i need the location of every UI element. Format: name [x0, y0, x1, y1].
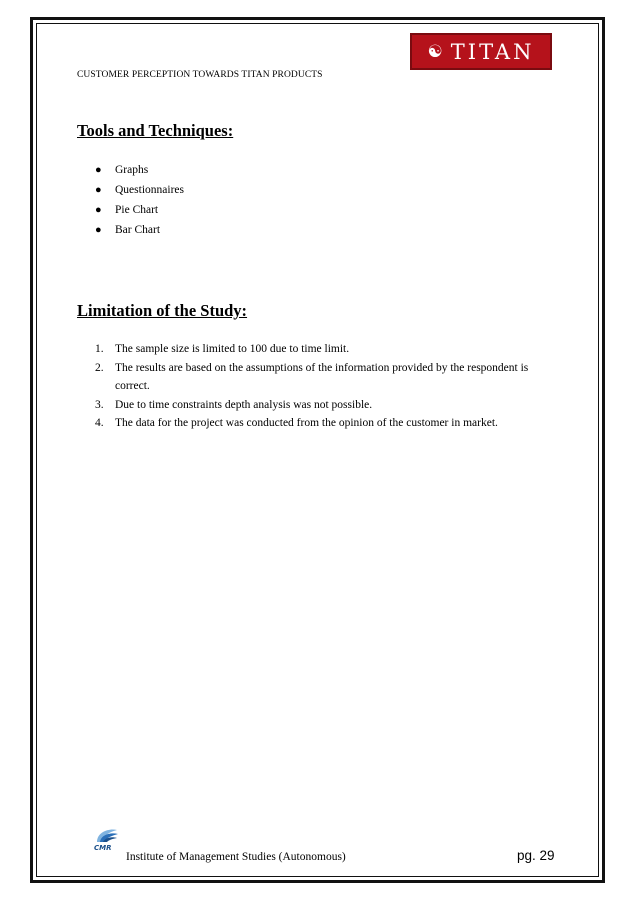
- footer-institute: Institute of Management Studies (Autonomous): [126, 851, 346, 863]
- tools-list: [95, 160, 184, 240]
- list-item: ● Graphs: [95, 160, 184, 180]
- list-item: 3. Due to time constraints depth analysis was not possible.: [95, 398, 373, 411]
- list-item: 4. The data for the project was conducted from the opinion of the customer in market.: [95, 417, 498, 429]
- list-item: 1. The sample size is limited to 100 due to time limit.: [95, 343, 350, 355]
- list-item: 2. The results are based on the assumptions of the information provided by the respondent is correct.: [95, 361, 529, 392]
- bullet-icon: ●: [95, 164, 102, 176]
- limitations-list: [95, 340, 555, 433]
- page-border-inner: [36, 23, 599, 877]
- titan-mark-icon: ☯: [427, 41, 443, 62]
- bullet-icon: ●: [95, 204, 102, 216]
- running-title: CUSTOMER PERCEPTION TOWARDS TITAN PRODUCTS: [77, 70, 323, 80]
- limitations-heading: Limitation of the Study:: [77, 301, 248, 320]
- list-item: ● Questionnaires: [95, 180, 184, 200]
- titan-logo-text: TITAN: [450, 39, 535, 64]
- bullet-icon: ●: [95, 224, 102, 236]
- cmr-logo-text: CMR: [94, 844, 112, 852]
- titan-logo: [410, 33, 552, 70]
- bullet-icon: ●: [95, 184, 102, 196]
- list-item: ● Pie Chart: [95, 200, 184, 220]
- cmr-swirl-icon: [91, 824, 121, 852]
- cmr-logo: [91, 824, 121, 852]
- list-item: ● Bar Chart: [95, 220, 184, 240]
- tools-heading: Tools and Techniques:: [77, 121, 234, 140]
- page-number: pg. 29: [517, 848, 555, 863]
